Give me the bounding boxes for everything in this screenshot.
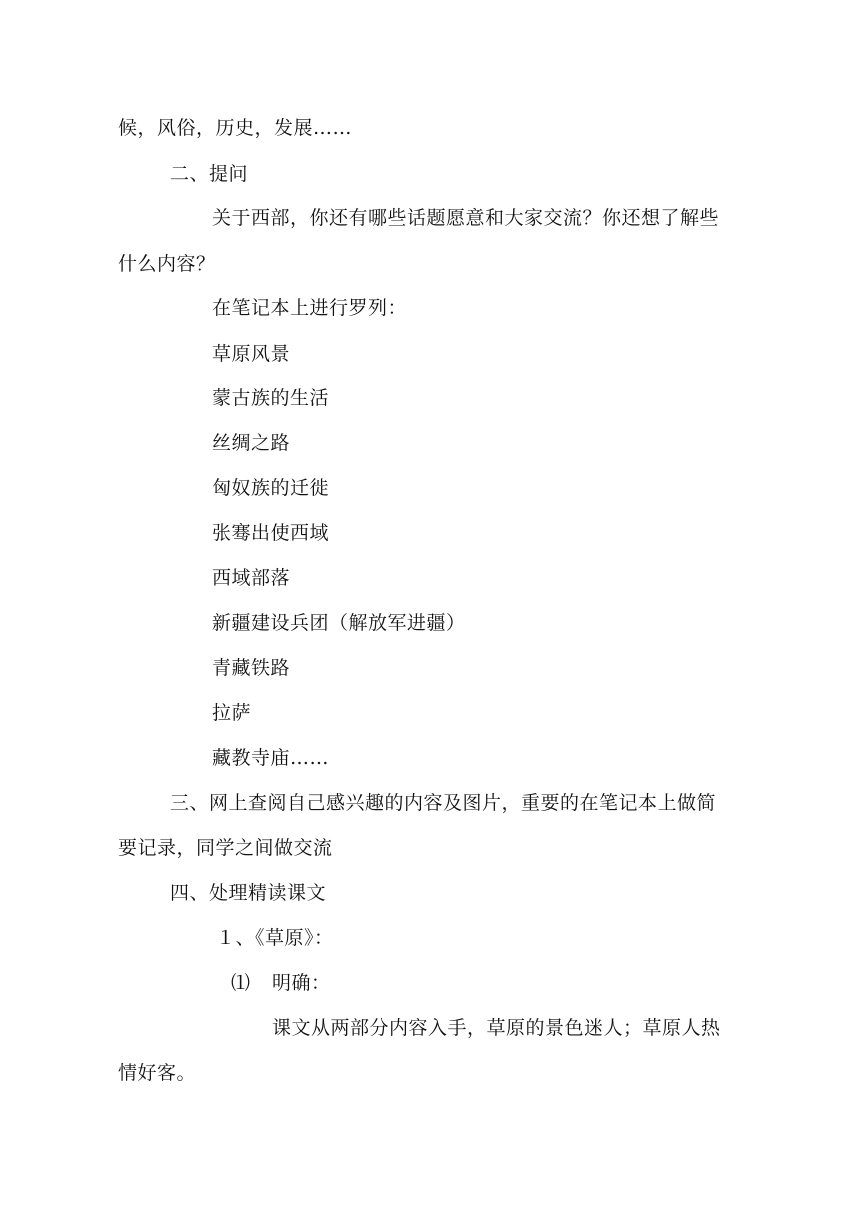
item-number-marker: ⑴	[231, 972, 251, 994]
list-item: 西域部落	[212, 567, 291, 589]
list-item: 拉萨	[212, 702, 252, 724]
paragraph-question: 关于西部，你还有哪些话题愿意和大家交流？你还想了解些	[212, 207, 720, 229]
list-item: 蒙古族的生活	[212, 387, 330, 409]
paragraph-question-cont: 什么内容？	[118, 253, 216, 275]
list-item: 草原风景	[212, 343, 291, 365]
section-heading-reading: 四、处理精读课文	[170, 882, 327, 904]
section-heading-research: 三、网上查阅自己感兴趣的内容及图片，重要的在笔记本上做简	[170, 792, 717, 814]
list-item: 青藏铁路	[212, 657, 291, 679]
list-item: 张骞出使西域	[212, 522, 330, 544]
list-intro: 在笔记本上进行罗列：	[212, 297, 408, 319]
item-label-clarify: 明确：	[272, 972, 331, 994]
list-item: 匈奴族的迁徙	[212, 477, 330, 499]
list-item: 新疆建设兵团（解放军进疆）	[212, 612, 466, 634]
paragraph-summary: 课文从两部分内容入手，草原的景色迷人；草原人热	[272, 1017, 721, 1039]
section-heading-questions: 二、提问	[170, 163, 249, 185]
section-heading-research-cont: 要记录，同学之间做交流	[118, 837, 333, 859]
paragraph-summary-cont: 情好客。	[118, 1062, 197, 1084]
list-item: 藏教寺庙……	[212, 747, 330, 769]
text-line-continuation: 候，风俗，历史，发展……	[118, 117, 353, 139]
list-item: 丝绸之路	[212, 432, 291, 454]
subheading-grassland: １、《草原》：	[216, 927, 334, 949]
